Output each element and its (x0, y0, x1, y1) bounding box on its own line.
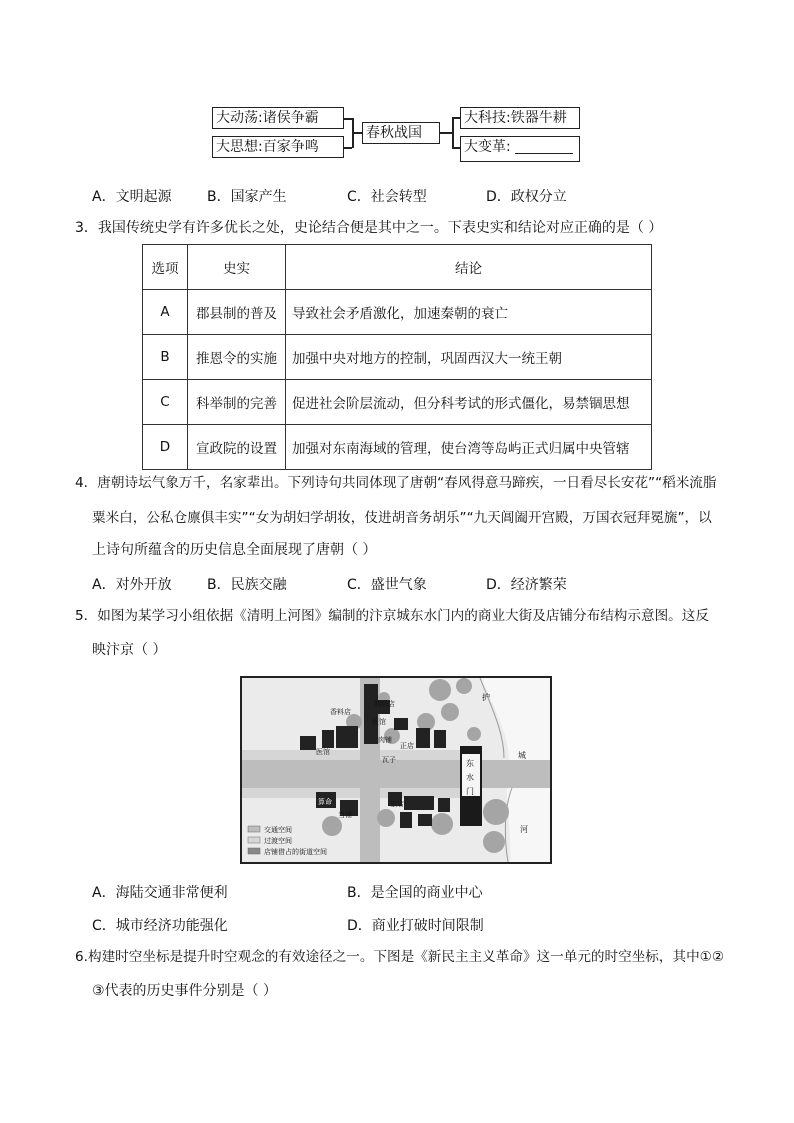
table-cell-conclusion: 导致社会矛盾激化，加速秦朝的衰亡 (286, 290, 652, 335)
table-cell-fact: 推恩令的实施 (188, 335, 286, 380)
map-label: 正店 (400, 742, 414, 750)
map-svg (242, 678, 550, 862)
map-label: 瓦子 (382, 756, 396, 764)
q5-stem-line1: 5．如图为某学习小组依据《清明上河图》编制的汴京城东水门内的商业大街及店铺分布结构示意图。这反 (75, 608, 709, 624)
legend-label: 过渡空间 (264, 837, 292, 845)
building (336, 726, 358, 748)
legend-label: 店铺借占的街道空间 (264, 848, 327, 856)
table-row (143, 380, 652, 425)
diagram-box-thought: 大思想:百家争鸣 (212, 136, 344, 158)
legend-swatch-traffic (248, 826, 260, 832)
map-label: 东 (466, 759, 474, 768)
tree (441, 703, 459, 721)
table-cell-conclusion: 促进社会阶层流动，但分科考试的形式僵化，易禁锢思想 (286, 380, 652, 425)
legend-swatch-occupied (248, 848, 260, 854)
map-label: 医馆 (316, 748, 330, 756)
legend-label: 交通空间 (264, 826, 292, 834)
q4-option-b[interactable]: B．民族交融 (207, 577, 287, 593)
map-label: 水 (466, 773, 474, 782)
transition-space (242, 788, 360, 798)
diagram-connector (344, 147, 352, 149)
diagram-box-upheaval: 大动荡:诸侯争霸 (212, 107, 344, 129)
q2-option-b[interactable]: B．国家产生 (207, 189, 287, 205)
concept-diagram (212, 103, 584, 165)
tree (483, 799, 509, 825)
table-cell-fact: 科举制的完善 (188, 380, 286, 425)
tree (467, 727, 481, 741)
history-table (142, 244, 652, 470)
legend-swatch-transition (248, 837, 260, 843)
building (300, 736, 316, 750)
building (322, 730, 334, 748)
table-cell-option: B (143, 335, 188, 380)
table-header-option: 选项 (143, 245, 188, 290)
diagram-connector (452, 117, 454, 148)
diagram-connector (344, 118, 352, 120)
table-cell-conclusion: 加强对东南海域的管理，使台湾等岛屿正式归属中央管辖 (286, 425, 652, 470)
tree (431, 813, 453, 835)
building (400, 812, 412, 828)
map-label: 香料店 (330, 708, 351, 716)
q4-options (92, 574, 692, 594)
bianjing-map-figure (240, 676, 552, 864)
q5-options-row2 (92, 915, 692, 935)
tree (483, 831, 505, 853)
table-header-fact: 史实 (188, 245, 286, 290)
table-cell-conclusion: 加强中央对地方的控制，巩固西汉大一统王朝 (286, 335, 652, 380)
tree (456, 678, 472, 694)
tree (322, 816, 342, 836)
building (434, 730, 446, 748)
main-street (242, 760, 550, 788)
diagram-connector (452, 147, 460, 149)
q6-stem-line1: 6.构建时空坐标是提升时空观念的有效途径之一。下图是《新民主主义革命》这一单元的时空坐标，其中①② (75, 949, 725, 965)
q4-option-c[interactable]: C．盛世气象 (347, 577, 427, 593)
map-label: 护 (482, 693, 490, 702)
q5-option-b[interactable]: B．是全国的商业中心 (347, 885, 483, 901)
table-header-row (143, 245, 652, 290)
diagram-box-tech: 大科技:铁器牛耕 (460, 107, 580, 129)
q5-option-c[interactable]: C．城市经济功能强化 (92, 918, 228, 934)
q2-options (92, 186, 692, 206)
building (416, 728, 430, 748)
q4-option-d[interactable]: D．经济繁荣 (486, 577, 567, 593)
q4-stem-line1: 4．唐朝诗坛气象万千，名家辈出。下列诗句共同体现了唐朝“春风得意马蹄疾，一日看尽长安花”“稻米流脂 (75, 475, 717, 491)
table-row (143, 335, 652, 380)
map-label: 算命 (318, 798, 332, 806)
q5-options-row1 (92, 882, 692, 902)
table-header-conclusion: 结论 (286, 245, 652, 290)
map-label: 旅店 (390, 800, 404, 808)
table-row (143, 290, 652, 335)
table-cell-option: C (143, 380, 188, 425)
diagram-box-reform (460, 136, 580, 162)
building (404, 796, 434, 810)
q2-option-a[interactable]: A．文明起源 (92, 189, 172, 205)
q2-option-d[interactable]: D．政权分立 (486, 189, 567, 205)
map-label: 河 (520, 825, 528, 834)
building (394, 718, 408, 730)
table-cell-fact: 郡县制的普及 (188, 290, 286, 335)
building (438, 798, 450, 812)
q4-stem-line3: 上诗句所蕴含的历史信息全面展现了唐朝（ ） (92, 542, 377, 558)
diagram-reform-label: 大变革: (464, 139, 511, 155)
q4-option-a[interactable]: A．对外开放 (92, 577, 172, 593)
diagram-box-center: 春秋战国 (362, 122, 440, 144)
map-label: 城 (518, 751, 526, 760)
q5-option-a[interactable]: A．海陆交通非常便利 (92, 885, 228, 901)
building (418, 814, 432, 826)
q5-option-d[interactable]: D．商业打破时间限制 (347, 918, 484, 934)
table-cell-option: A (143, 290, 188, 335)
diagram-connector (352, 132, 362, 134)
map-label: 肉铺 (378, 736, 392, 744)
q6-stem-line2: ③代表的历史事件分别是（ ） (92, 983, 278, 999)
q3-stem: 3．我国传统史学有许多优长之处，史论结合便是其中之一。下表史实和结论对应正确的是（ ） (75, 220, 663, 236)
table-row (143, 425, 652, 470)
q4-stem-line2: 粟米白，公私仓廪俱丰实”“女为胡妇学胡妆，伎进胡音务胡乐”“九天阊阖开宫殿，万国衣冠拜冕旒”，以 (92, 510, 712, 526)
map-label: 门 (466, 787, 474, 796)
diagram-connector (452, 117, 460, 119)
building (364, 684, 378, 744)
table-cell-option: D (143, 425, 188, 470)
map-label: 当铺 (338, 811, 352, 819)
q2-option-c[interactable]: C．社会转型 (347, 189, 427, 205)
q5-stem-line2: 映汴京（ ） (92, 642, 167, 658)
tree (377, 809, 395, 827)
table-cell-fact: 宣政院的设置 (188, 425, 286, 470)
map-label: 医馆 (372, 718, 386, 726)
diagram-connector (440, 132, 452, 134)
map-label: 绸缎店 (374, 700, 395, 708)
transition-space (242, 750, 360, 760)
answer-blank (515, 140, 573, 154)
tree (429, 679, 451, 701)
